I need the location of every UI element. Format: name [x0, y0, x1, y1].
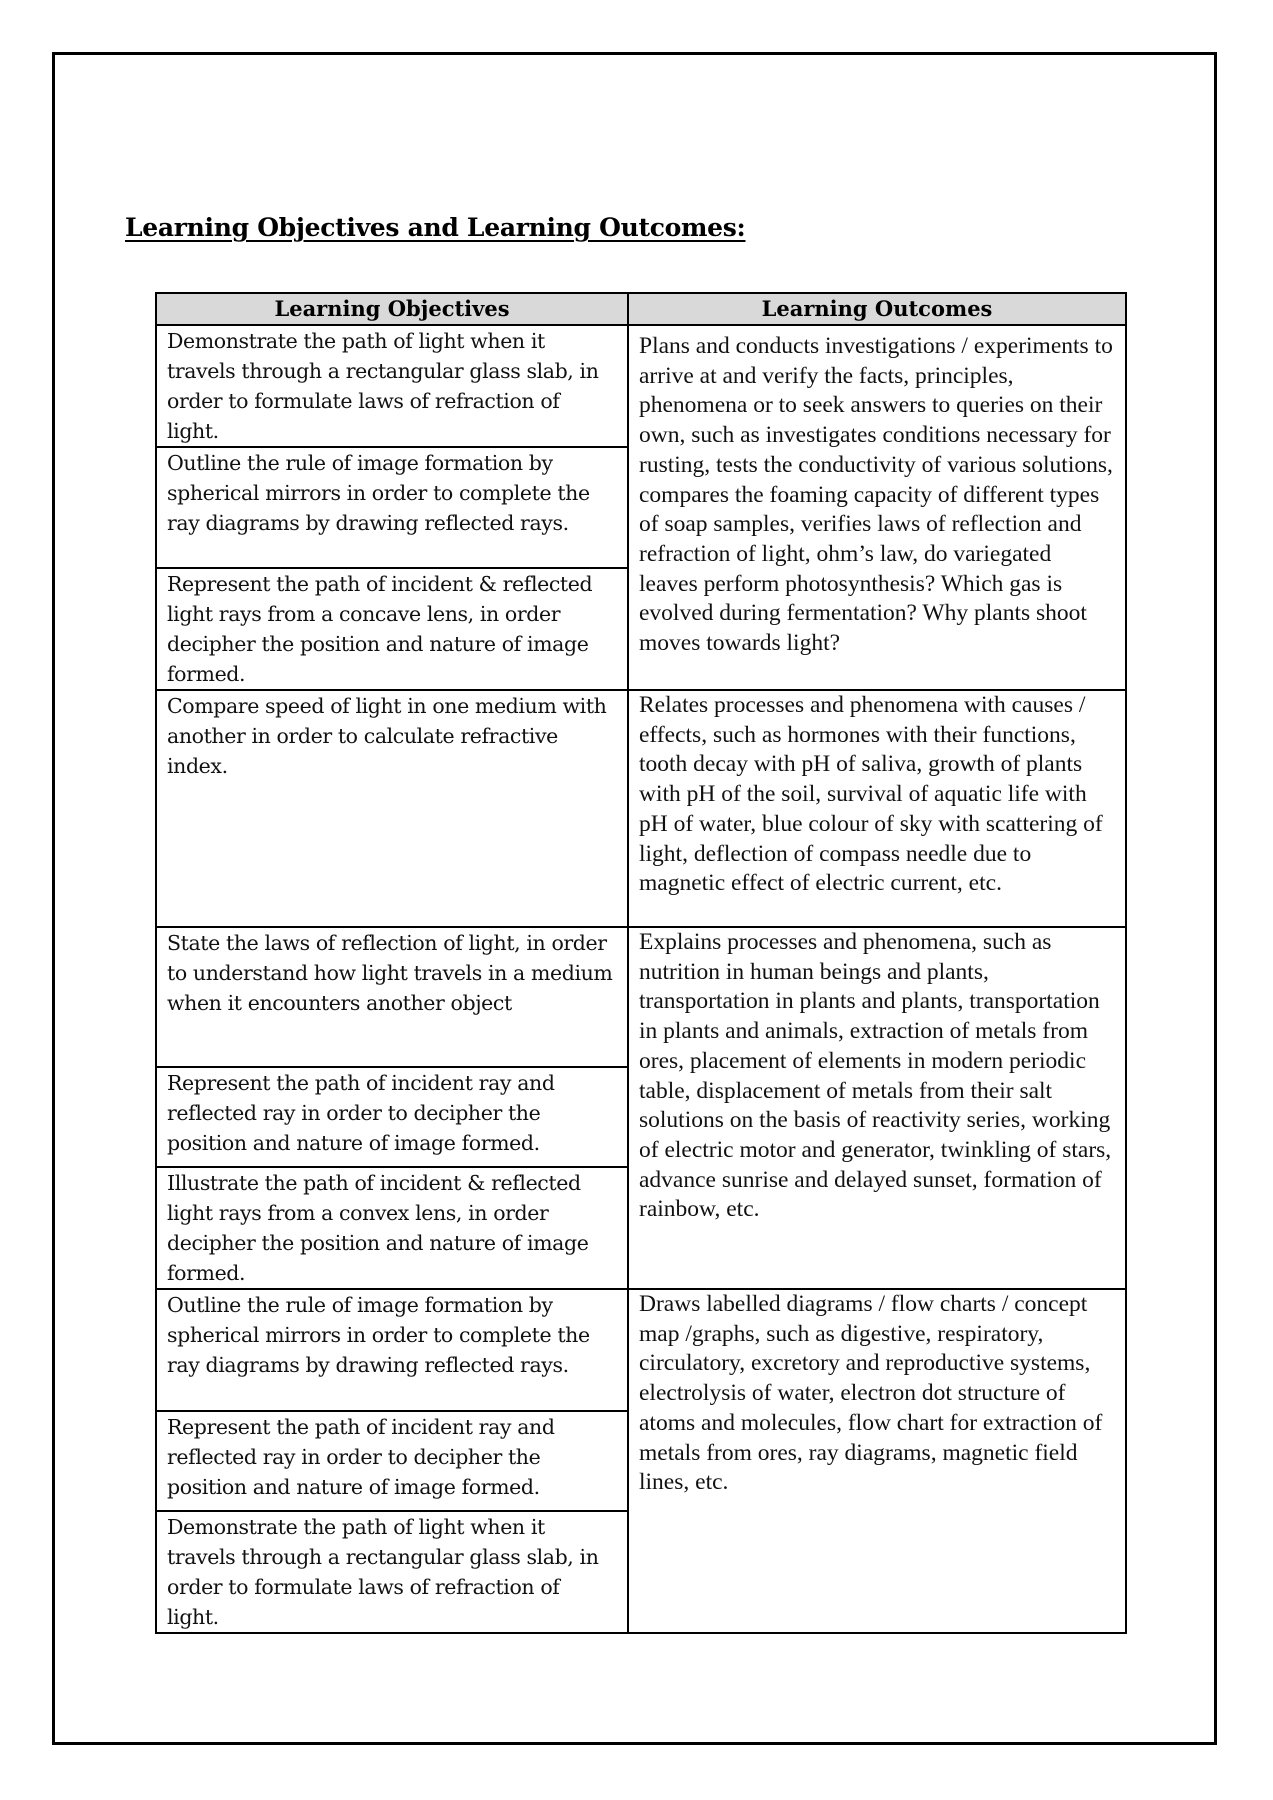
objective-cell: State the laws of reflection of light, in order to understand how light travels in a medium when it encounters another object [156, 927, 628, 1067]
page-title: Learning Objectives and Learning Outcomes: [125, 213, 746, 242]
table-row [156, 690, 1126, 927]
objective-cell: Outline the rule of image formation by spherical mirrors in order to complete the ray diagrams by drawing reflected rays. [156, 447, 628, 568]
table-row [156, 325, 1126, 447]
column-header-objectives: Learning Objectives [156, 293, 628, 325]
objective-cell: Demonstrate the path of light when it travels through a rectangular glass slab, in order to formulate laws of refraction of light. [156, 325, 628, 447]
table-header-row [156, 293, 1126, 325]
objective-cell: Compare speed of light in one medium with another in order to calculate refractive index. [156, 690, 628, 927]
objective-cell: Represent the path of incident ray and reflected ray in order to decipher the position and nature of image formed. [156, 1067, 628, 1167]
outcome-cell: Relates processes and phenomena with causes / effects, such as hormones with their functions, tooth decay with pH of saliva, growth of plants with pH of the soil, survival of aquatic life with pH of water, blue colour of sky with scattering of light, deflection of compass needle due to magnetic effect of electric current, etc. [628, 690, 1126, 927]
table-row [156, 927, 1126, 1067]
table-row [156, 1289, 1126, 1411]
objective-cell: Demonstrate the path of light when it travels through a rectangular glass slab, in order to formulate laws of refraction of light. [156, 1511, 628, 1633]
outcome-cell: Plans and conducts investigations / experiments to arrive at and verify the facts, principles, phenomena or to seek answers to queries on their own, such as investigates conditions necessary for rusting, tests the conductivity of various solutions, compares the foaming capacity of different types of soap samples, verifies laws of reflection and refraction of light, ohm’s law, do variegated leaves perform photosynthesis? Which gas is evolved during fermentation? Why plants shoot moves towards light? [628, 325, 1126, 690]
outcome-cell: Explains processes and phenomena, such as nutrition in human beings and plants, transportation in plants and plants, transportation in plants and animals, extraction of metals from ores, placement of elements in modern periodic table, displacement of metals from their salt solutions on the basis of reactivity series, working of electric motor and generator, twinkling of stars, advance sunrise and delayed sunset, formation of rainbow, etc. [628, 927, 1126, 1289]
objective-cell: Represent the path of incident ray and reflected ray in order to decipher the position and nature of image formed. [156, 1411, 628, 1511]
objective-cell: Represent the path of incident & reflected light rays from a concave lens, in order decipher the position and nature of image formed. [156, 568, 628, 690]
objective-cell: Illustrate the path of incident & reflected light rays from a convex lens, in order decipher the position and nature of image formed. [156, 1167, 628, 1289]
learning-table [155, 292, 1127, 1634]
column-header-outcomes: Learning Outcomes [628, 293, 1126, 325]
outcome-cell: Draws labelled diagrams / flow charts / concept map /graphs, such as digestive, respiratory, circulatory, excretory and reproductive systems, electrolysis of water, electron dot structure of atoms and molecules, flow chart for extraction of metals from ores, ray diagrams, magnetic field lines, etc. [628, 1289, 1126, 1633]
objective-cell: Outline the rule of image formation by spherical mirrors in order to complete the ray diagrams by drawing reflected rays. [156, 1289, 628, 1411]
